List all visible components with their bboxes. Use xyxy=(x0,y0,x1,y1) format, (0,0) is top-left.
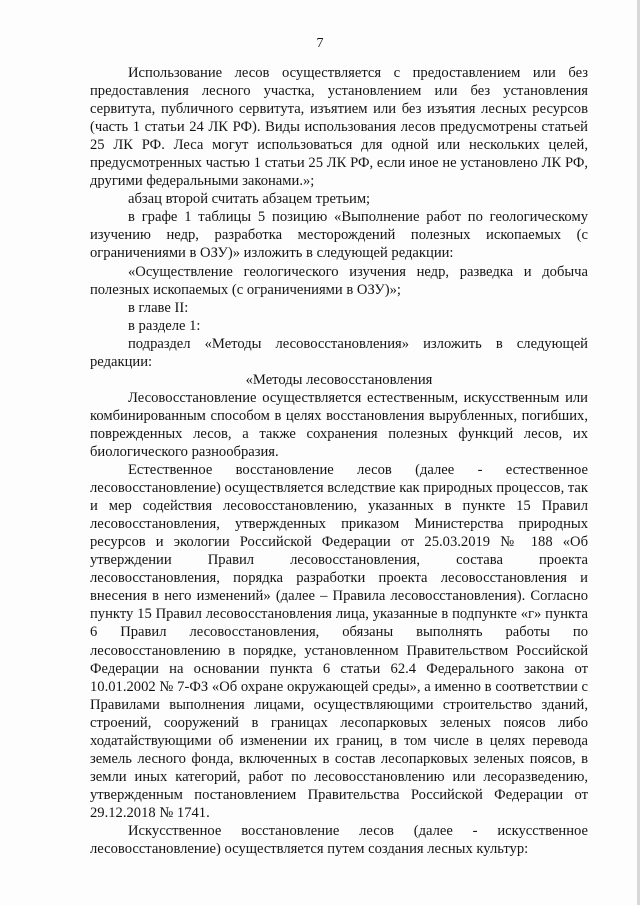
paragraph-section-1: в разделе 1: xyxy=(128,317,201,334)
paragraph-chapter-2: в главе II: xyxy=(128,299,189,316)
paragraph-table5-instruction: в графе 1 таблицы 5 позицию «Выполнение работ по геологическому изучению недр, разработка месторождений полезных ископаемых (с ограничениями в ОЗУ)» изложить в следующей редакции: xyxy=(90,209,588,262)
page-number: 7 xyxy=(316,36,324,51)
paragraph-new-wording: «Осуществление геологического изучения недр, разведка и добыча полезных ископаемых (с ограничениями в ОЗУ)»; xyxy=(90,263,588,298)
paragraph-natural-reforestation: Естественное восстановление лесов (далее - естественное лесовосстановление) осуществляется вследствие как природных процессов, так и мер содействия лесовосстановлению, указанных в пункте 15 Правил лесовосстановления, утвержденных приказом Министерства природных ресурсов и экологии Российской Федерации от 25.03.2019 № 188 «Об утверждении Правил лесовосстановления, состава проекта лесовосстановления, порядка разработки проекта лесовосстановления и внесения в него изменений» (далее – Правила лесовосстановления). Согласно пункту 15 Правил лесовосстановления лица, указанные в подпункте «г» пункта 6 Правил лесовосстановления, обязаны выполнять работы по лесовосстановлению в порядке, установленном Правительством Российской Федерации на основании пункта 6 статьи 62.4 Федерального закона от 10.01.2002 № 7-ФЗ «Об охране окружающей среды», а именно в соответствии с Правилами выполнения лицами, осуществляющими строительство зданий, строений, сооружений в границах лесопарковых зеленых поясов либо ходатайствующими об изменении их границ, в том числе в целях перевода земель лесного фонда, включенных в состав лесопарковых зеленых поясов, в земли иных категорий, работ по лесовосстановлению или лесоразведению, утвержденным постановлением Правительства Российской Федерации от 29.12.2018 № 1741. xyxy=(90,462,588,821)
document-body xyxy=(90,64,588,858)
paragraph-subsection-instruction: подраздел «Методы лесовосстановления» изложить в следующей редакции: xyxy=(90,335,588,370)
subsection-heading: «Методы лесовосстановления xyxy=(245,371,433,388)
paragraph-forest-use: Использование лесов осуществляется с предоставлением или без предоставления лесного участка, установлением или без установления сервитута, публичного сервитута, изъятием или без изъятия лесных ресурсов (часть 1 статьи 24 ЛК РФ). Виды использования лесов предусмотрены статьей 25 ЛК РФ. Леса могут использоваться для одной или нескольких целей, предусмотренных частью 1 статьи 25 ЛК РФ, если иное не установлено ЛК РФ, другими федеральными законами.»; xyxy=(90,65,588,190)
paragraph-renumber-instruction: абзац второй считать абзацем третьим; xyxy=(128,191,371,208)
paragraph-reforestation-methods: Лесовосстановление осуществляется естественным, искусственным или комбинированным способом в целях восстановления вырубленных, погибших, поврежденных лесов, а также сохранения полезных функций лесов, их биологического разнообразия. xyxy=(90,389,588,460)
paragraph-artificial-reforestation: Искусственное восстановление лесов (далее - искусственное лесовосстановление) осуществляется путем создания лесных культур: xyxy=(90,822,588,858)
